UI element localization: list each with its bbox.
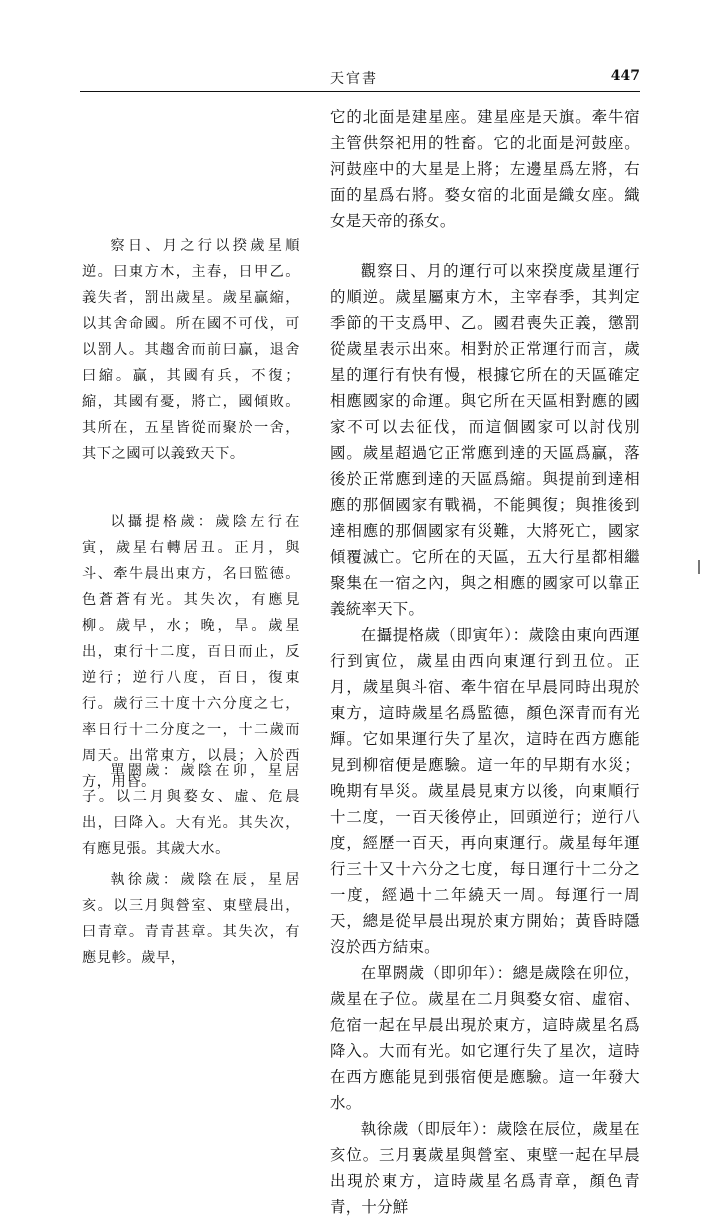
right-translation xyxy=(330,104,640,1220)
translation-paragraph: 在攝提格歲（即寅年）：歲陰由東向西運行到寅位，歲星由西向東運行到丑位。正月，歲星與斗宿、牽牛宿在早晨同時出現於東方，這時歲星名爲監德，顏色深青而有光輝。它如果運行失了星次，這時在西方應能見到柳宿便是應驗。這一年的早期有水災；晚期有旱災。歲星晨見東方以後，向東順行十二度，一百天後停止，回頭逆行；逆行八度，經歷一百天，再向東運行。歲星每年運行三十又十六分之七度，每日運行十二分之一度，經過十二年繞天一周。每運行一周天，總是從早晨出現於東方開始；黃昏時隱沒於西方結束。 xyxy=(330,626,640,956)
translation-paragraph: 在單閼歲（即卯年）：總是歲陰在卯位，歲星在子位。歲星在二月與婺女宿、虛宿、危宿一起在早晨出現於東方，這時歲星名爲降入。大而有光。如它運行失了星次，這時在西方應能見到張宿便是應驗。這一年發大水。 xyxy=(330,964,640,1112)
margin-mark xyxy=(698,560,700,574)
header-rule xyxy=(80,91,640,92)
classical-paragraph: 單閼歲：歲陰在卯，星居子。以二月與婺女、虛、危晨出，曰降入。大有光。其失次，有應見張。其歲大水。 xyxy=(82,763,300,857)
translation-paragraph: 觀察日、月的運行可以來揆度歲星運行的順逆。歲星屬東方木，主宰春季，其判定季節的干支爲甲、乙。國君喪失正義，懲罰從歲星表示出來。相對於正常運行而言，歲星的運行有快有慢，根據它所在的天區確定相應國家的命運。與它所在天區相對應的國家不可以去征伐，而這個國家可以討伐別國。歲星超過它正常應到達的天區爲贏，落後於正常應到達的天區爲縮。與提前到達相應的那個國家有戰禍，不能興復；與推後到達相應的那個國家有災難，大將死亡，國家傾覆滅亡。它所在的天區，五大行星都相繼聚集在一宿之內，與之相應的國家可以靠正義統率天下。 xyxy=(330,262,640,618)
running-title: 天官書 xyxy=(330,71,378,87)
left-passage-4 xyxy=(82,867,300,971)
classical-paragraph: 察日、月之行以揆歲星順逆。曰東方木，主春，日甲乙。義失者，罰出歲星。歲星贏縮，以其舍命國。所在國不可伐，可以罰人。其趨舍而前曰贏，退舍曰縮。贏，其國有兵，不復；縮，其國有憂，將亡，國傾敗。其所在，五星皆從而聚於一舍，其下之國可以義致天下。 xyxy=(82,238,300,462)
left-passage-1 xyxy=(82,233,300,467)
translation-paragraph: 執徐歲（即辰年）：歲陰在辰位，歲星在亥位。三月裏歲星與營室、東壁一起在早晨出現於東方，這時歲星名爲青章，顏色青青，十分鮮 xyxy=(330,1120,640,1216)
classical-paragraph: 以攝提格歲：歲陰左行在寅，歲星右轉居丑。正月，與斗、牽牛晨出東方，名曰監德。色蒼蒼有光。其失次，有應見柳。歲早，水；晚，旱。歲星出，東行十二度，百日而止，反逆行；逆行八度，百日，復東行。歲行三十度十六分度之七，率日行十二分度之一，十二歲而周天。出常東方，以晨；入於西方，用昏。 xyxy=(82,514,300,790)
left-passage-2 xyxy=(82,509,300,795)
left-passage-3 xyxy=(82,758,300,862)
classical-paragraph: 執徐歲：歲陰在辰，星居亥。以三月與營室、東壁晨出，曰青章。青青甚章。其失次，有應見軫。歲早， xyxy=(82,872,300,966)
translation-paragraph: 它的北面是建星座。建星座是天旗。牽牛宿主管供祭祀用的牲畜。它的北面是河鼓座。河鼓座中的大星是上將；左邊星爲左將，右面的星爲右將。婺女宿的北面是織女座。織女是天帝的孫女。 xyxy=(330,108,640,230)
page-number: 447 xyxy=(610,68,640,84)
